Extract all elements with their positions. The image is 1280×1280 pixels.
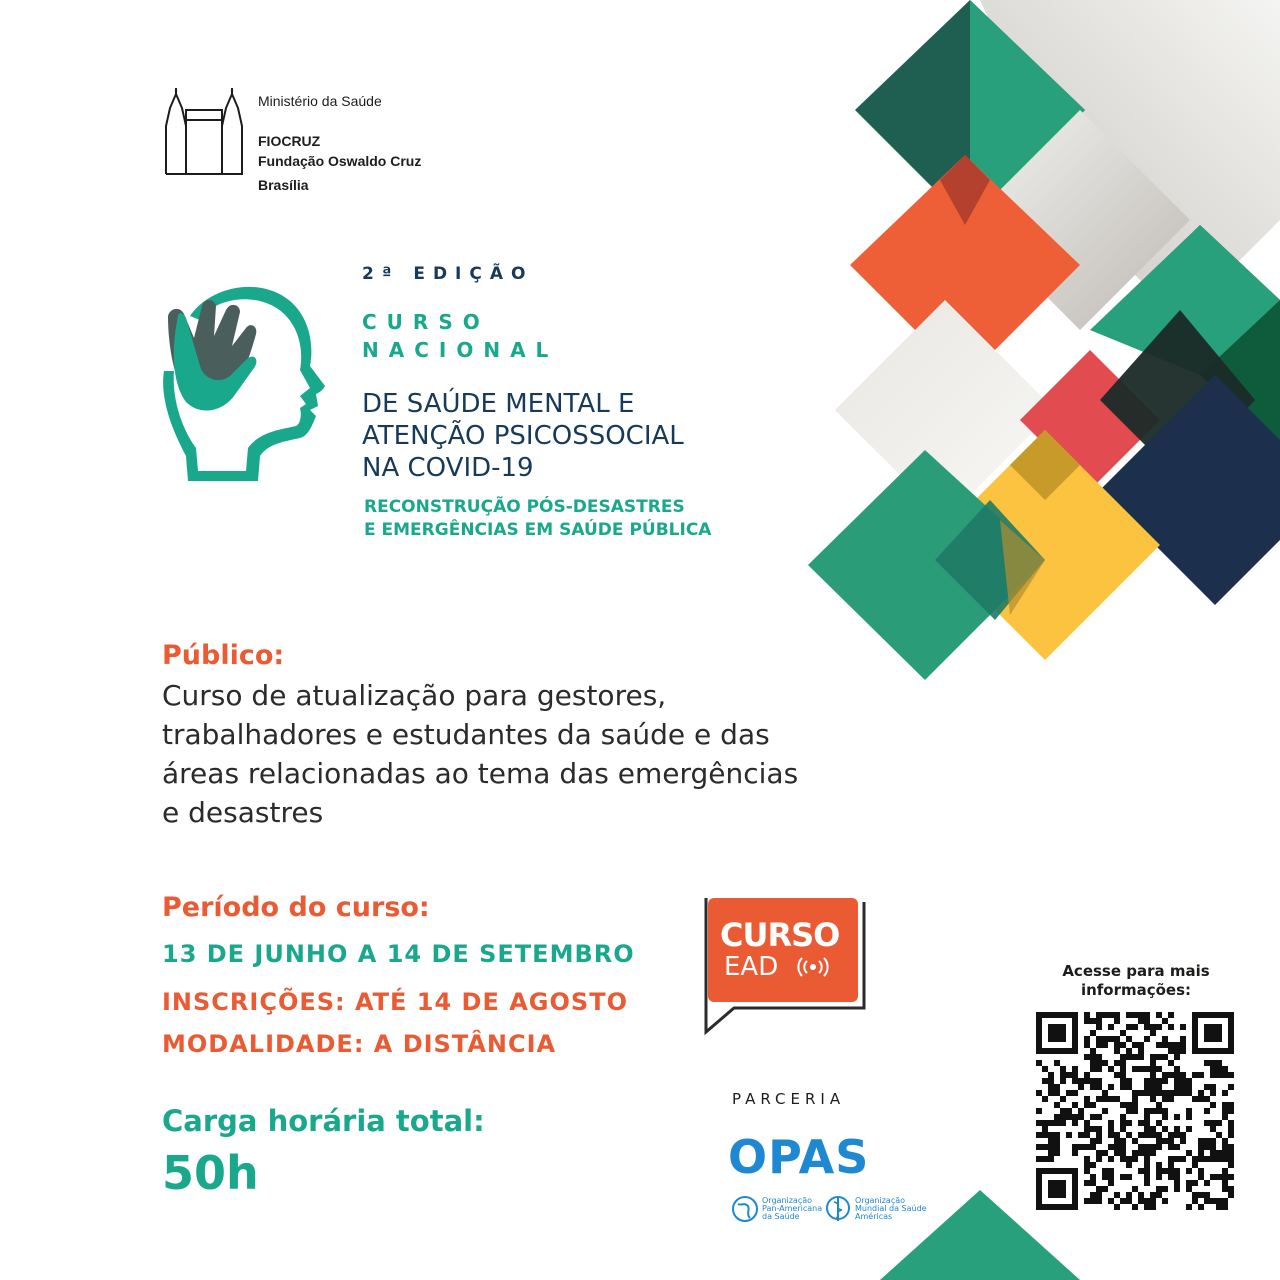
paho-name-line3: da Saúde — [762, 1212, 800, 1221]
course-title-line3: NA COVID-19 — [362, 453, 534, 483]
paho-name — [762, 1197, 822, 1221]
who-name-line3: Américas — [855, 1212, 893, 1221]
ead-badge-line2: EAD — [724, 952, 779, 982]
registration-deadline: INSCRIÇÕES: ATÉ 14 DE AGOSTO — [162, 988, 628, 1016]
who-name — [855, 1197, 927, 1221]
broadcast-icon — [796, 956, 830, 978]
opas-logo: OPAS — [728, 1130, 870, 1184]
head-hand-logo — [150, 276, 350, 486]
course-subtitle — [364, 496, 711, 542]
course-title-line2: ATENÇÃO PSICOSSOCIAL — [362, 421, 684, 451]
paho-name-line2: Pan-Americana — [762, 1204, 823, 1213]
course-dates: 13 DE JUNHO A 14 DE SETEMBRO — [162, 940, 635, 968]
course-title-line1: DE SAÚDE MENTAL E — [362, 389, 635, 419]
paho-name-line1: Organização — [762, 1196, 813, 1205]
edition-label: 2ª EDIÇÃO — [362, 264, 534, 284]
ead-badge-line1: CURSO — [720, 916, 840, 954]
geometric-decoration — [800, 0, 1280, 680]
period-heading: Período do curso: — [162, 892, 430, 923]
course-subtitle-line1: RECONSTRUÇÃO PÓS-DESASTRES — [364, 497, 685, 517]
course-name-line1: CURSO — [362, 310, 490, 334]
paho-globe-icon — [730, 1194, 760, 1224]
workload-heading: Carga horária total: — [162, 1104, 485, 1138]
org-short: FIOCRUZ — [258, 133, 321, 149]
course-modality: MODALIDADE: A DISTÂNCIA — [162, 1030, 557, 1058]
workload-value: 50h — [162, 1146, 259, 1200]
who-name-line1: Organização — [855, 1196, 906, 1205]
audience-text: Curso de atualização para gestores, trabalhadores e estudantes da saúde e das áreas relacionadas ao tema das emergências e desastres — [162, 679, 799, 829]
qr-code[interactable] — [1036, 1012, 1234, 1210]
fiocruz-building-logo — [164, 86, 244, 176]
ministry-block — [258, 92, 421, 194]
who-emblem-icon — [824, 1194, 852, 1224]
org-city: Brasília — [258, 177, 309, 193]
audience-heading: Público: — [162, 640, 285, 671]
course-title — [362, 388, 684, 484]
qr-label: Acesse para mais informações: — [1062, 962, 1210, 999]
partner-label: PARCERIA — [732, 1090, 846, 1108]
org-full: Fundação Oswaldo Cruz — [258, 153, 422, 169]
course-name-block — [362, 308, 558, 364]
who-name-line2: Mundial da Saúde — [855, 1204, 927, 1213]
course-name-line2: NACIONAL — [362, 338, 559, 362]
course-subtitle-line2: E EMERGÊNCIAS EM SAÚDE PÚBLICA — [364, 520, 712, 540]
ministry-name: Ministério da Saúde — [258, 93, 382, 109]
